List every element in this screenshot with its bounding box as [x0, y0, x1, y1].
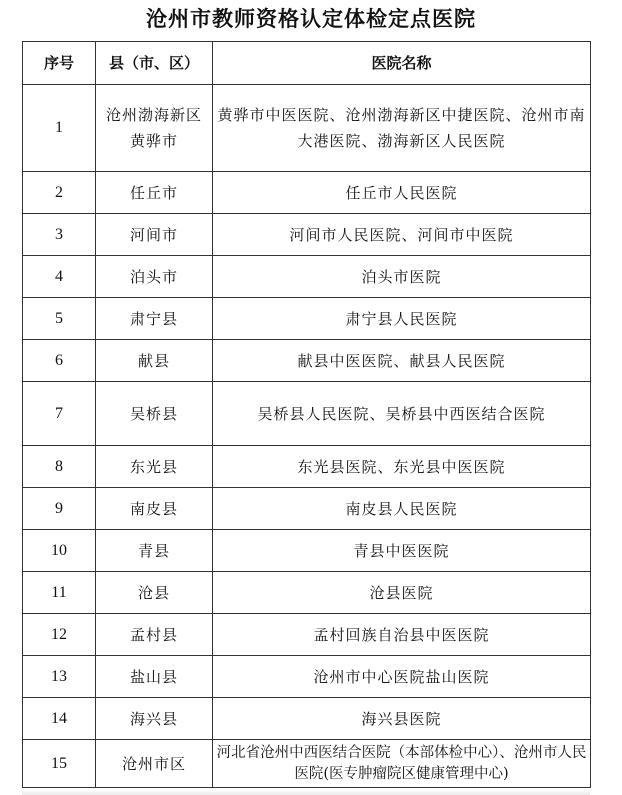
row-number: 8 — [23, 446, 96, 488]
table-row — [23, 382, 591, 446]
county-cell: 海兴县 — [96, 698, 213, 740]
table-row — [23, 740, 591, 788]
county-cell: 献县 — [96, 340, 213, 382]
row-number: 2 — [23, 172, 96, 214]
hospital-cell: 吴桥县人民医院、吴桥县中西医结合医院 — [213, 382, 591, 446]
county-cell: 泊头市 — [96, 256, 213, 298]
table-row — [23, 656, 591, 698]
hospital-cell: 河北省沧州中西医结合医院（本部体检中心）、沧州市人民医院(医专肿瘤院区健康管理中心) — [213, 740, 591, 788]
county-cell: 青县 — [96, 530, 213, 572]
hospital-cell: 青县中医医院 — [213, 530, 591, 572]
hospital-cell: 孟村回族自治县中医医院 — [213, 614, 591, 656]
table-row — [23, 298, 591, 340]
row-number: 6 — [23, 340, 96, 382]
page-bottom-edge — [22, 790, 590, 795]
table-row — [23, 256, 591, 298]
column-header-hospital: 医院名称 — [213, 42, 591, 85]
county-cell: 任丘市 — [96, 172, 213, 214]
hospital-cell: 肃宁县人民医院 — [213, 298, 591, 340]
column-header-county: 县（市、区） — [96, 42, 213, 85]
row-number: 7 — [23, 382, 96, 446]
table-row — [23, 446, 591, 488]
county-cell: 孟村县 — [96, 614, 213, 656]
page-title: 沧州市教师资格认定体检定点医院 — [146, 7, 476, 31]
row-number: 5 — [23, 298, 96, 340]
table-row — [23, 614, 591, 656]
table-row — [23, 172, 591, 214]
row-number: 9 — [23, 488, 96, 530]
hospital-cell: 任丘市人民医院 — [213, 172, 591, 214]
hospital-cell: 河间市人民医院、河间市中医院 — [213, 214, 591, 256]
county-cell: 沧县 — [96, 572, 213, 614]
county-cell: 吴桥县 — [96, 382, 213, 446]
table-row — [23, 488, 591, 530]
row-number: 15 — [23, 740, 96, 788]
hospital-cell: 献县中医医院、献县人民医院 — [213, 340, 591, 382]
hospital-cell: 黄骅市中医医院、沧州渤海新区中捷医院、沧州市南大港医院、渤海新区人民医院 — [213, 85, 591, 172]
hospital-cell: 东光县医院、东光县中医医院 — [213, 446, 591, 488]
hospital-table — [22, 41, 591, 788]
hospital-cell: 海兴县医院 — [213, 698, 591, 740]
hospital-cell: 泊头市医院 — [213, 256, 591, 298]
hospital-cell: 沧县医院 — [213, 572, 591, 614]
column-header-number: 序号 — [23, 42, 96, 85]
county-cell: 东光县 — [96, 446, 213, 488]
table-row — [23, 85, 591, 172]
county-cell: 沧州渤海新区黄骅市 — [96, 85, 213, 172]
row-number: 12 — [23, 614, 96, 656]
table-row — [23, 530, 591, 572]
row-number: 3 — [23, 214, 96, 256]
hospital-cell: 南皮县人民医院 — [213, 488, 591, 530]
row-number: 10 — [23, 530, 96, 572]
row-number: 4 — [23, 256, 96, 298]
county-cell: 南皮县 — [96, 488, 213, 530]
table-row — [23, 698, 591, 740]
row-number: 1 — [23, 85, 96, 172]
table-row — [23, 340, 591, 382]
row-number: 11 — [23, 572, 96, 614]
table-row — [23, 572, 591, 614]
hospital-cell: 沧州市中心医院盐山医院 — [213, 656, 591, 698]
row-number: 14 — [23, 698, 96, 740]
county-cell: 河间市 — [96, 214, 213, 256]
county-cell: 肃宁县 — [96, 298, 213, 340]
table-header-row — [23, 42, 591, 85]
row-number: 13 — [23, 656, 96, 698]
county-cell: 盐山县 — [96, 656, 213, 698]
table-row — [23, 214, 591, 256]
county-cell: 沧州市区 — [96, 740, 213, 788]
